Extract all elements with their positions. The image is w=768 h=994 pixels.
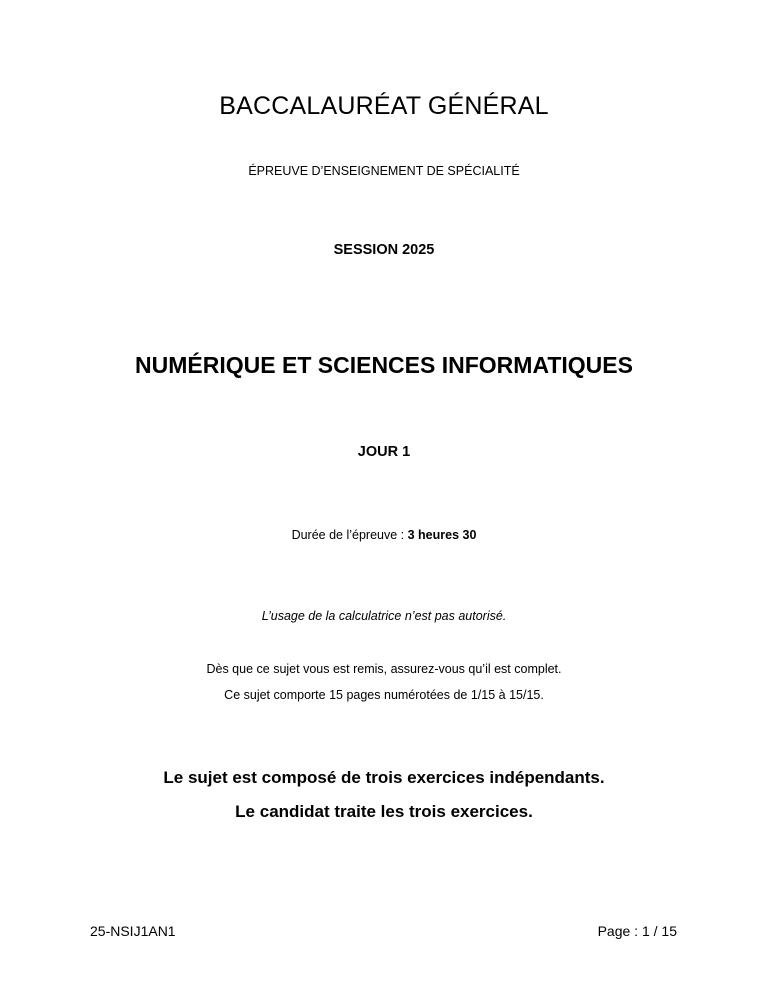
calculator-notice: L’usage de la calculatrice n’est pas autorisé. bbox=[261, 609, 507, 623]
duration-value: 3 heures 30 bbox=[407, 528, 477, 542]
exercises-independent-notice: Le sujet est composé de trois exercices indépendants. bbox=[163, 768, 605, 787]
completeness-notice: Dès que ce sujet vous est remis, assurez-vous qu’il est complet. bbox=[206, 662, 562, 676]
exam-code: 25-NSIJ1AN1 bbox=[90, 923, 176, 939]
page-count-notice: Ce sujet comporte 15 pages numérotées de 1/15 à 15/15. bbox=[224, 688, 544, 702]
subject-title: NUMÉRIQUE ET SCIENCES INFORMATIQUES bbox=[135, 352, 633, 378]
exam-type: ÉPREUVE D’ENSEIGNEMENT DE SPÉCIALITÉ bbox=[248, 164, 520, 178]
page-number: Page : 1 / 15 bbox=[597, 923, 677, 939]
exam-day: JOUR 1 bbox=[357, 444, 411, 460]
duration-line bbox=[0, 528, 768, 542]
exercises-treat-all-notice: Le candidat traite les trois exercices. bbox=[235, 802, 533, 821]
exam-title: BACCALAURÉAT GÉNÉRAL bbox=[219, 92, 549, 120]
session-label: SESSION 2025 bbox=[333, 242, 435, 258]
duration-label: Durée de l’épreuve : bbox=[291, 528, 408, 542]
